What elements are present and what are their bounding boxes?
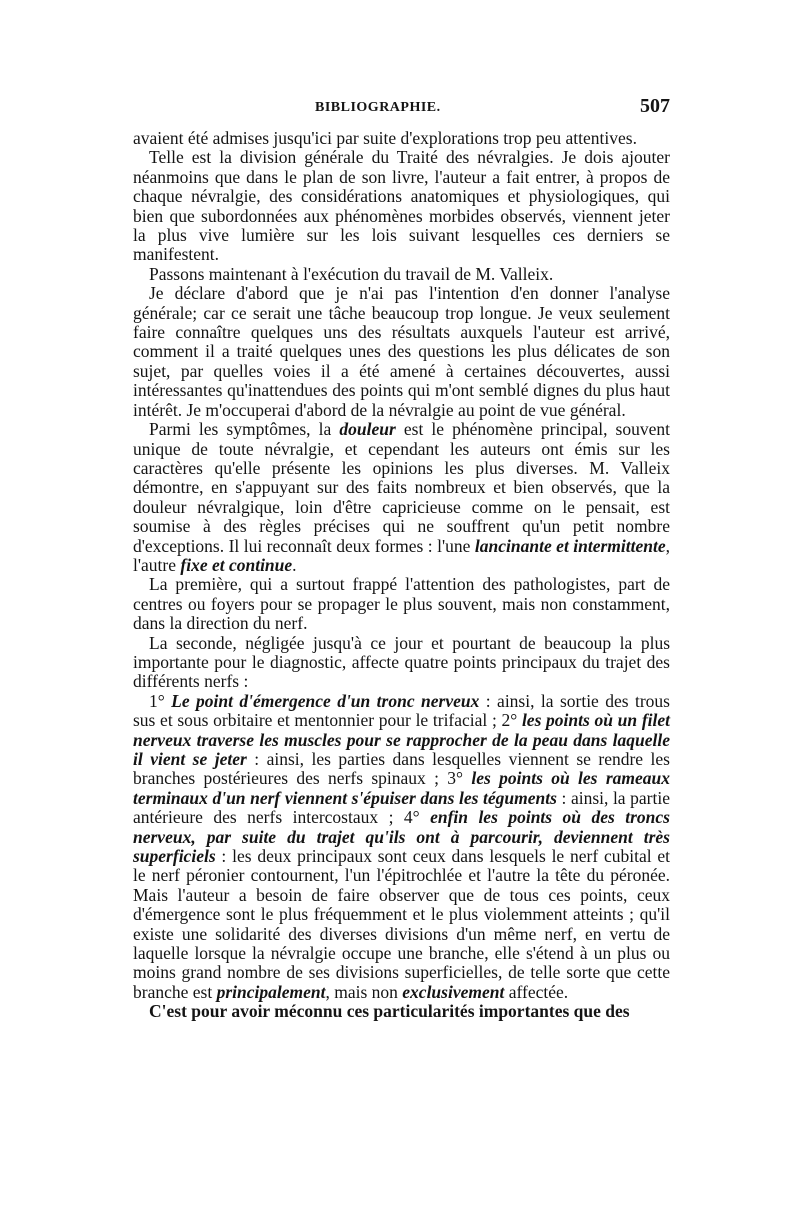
text-run: : ainsi, la sortie des trous sus et sous orbitaire et mentonnier pour le trifacial ; 2°: [133, 690, 670, 731]
italic-run: enfin les points où des troncs nerveux, par suite du trajet qu'ils ont à parcourir, deviennent très superficiels: [133, 807, 670, 867]
text-run: .: [292, 554, 297, 575]
paragraph: [133, 1002, 670, 1021]
paragraph: [133, 692, 670, 1003]
paragraph: [133, 575, 670, 633]
italic-run: lancinante et intermittente: [474, 535, 666, 556]
paragraph: [133, 129, 670, 148]
text-run: affectée.: [504, 981, 569, 1002]
text-run: : ainsi, les parties dans lesquelles viennent se rendre les branches postérieures des nerfs spinaux ; 3°: [133, 749, 670, 789]
paragraph: [133, 265, 670, 284]
italic-run: les points où les rameaux terminaux d'un nerf viennent s'épuiser dans les téguments: [133, 768, 670, 808]
text-run: 1°: [149, 690, 172, 711]
italic-run: douleur: [339, 419, 396, 440]
italic-run: Le point d'émergence d'un tronc nerveux: [171, 690, 480, 711]
text-run: Passons maintenant à l'exécution du travail de M. Valleix.: [149, 263, 554, 284]
paragraph: [133, 634, 670, 692]
text-run: Je déclare d'abord que je n'ai pas l'intention d'en donner l'analyse générale; car ce serait une tâche beaucoup trop longue. Je veux seulement faire connaître quelques uns des résultats auxquels l'auteur est arrivé, comment il a traité quelques unes des questions les plus délicates de son sujet, par quelles voies il a été amené à certaines découvertes, aussi intéressantes qu'inattendues des points qui m'ont semblé dignes du plus haut intérêt. Je m'occuperai d'abord de la névralgie au point de vue général.: [133, 283, 670, 420]
text-run: C'est pour avoir méconnu ces particularités importantes que des: [149, 1001, 630, 1022]
paragraph: [133, 284, 670, 420]
text-run: avaient été admises jusqu'ici par suite d'explorations trop peu attentives.: [133, 128, 637, 148]
paragraph: [133, 148, 670, 264]
page-number: 507: [640, 95, 670, 117]
paragraph: [133, 420, 670, 575]
text-run: La seconde, négligée jusqu'à ce jour et pourtant de beaucoup la plus importante pour le diagnostic, affecte quatre points principaux du trajet des différents nerfs :: [133, 632, 670, 692]
italic-run: fixe et continue: [180, 554, 293, 575]
text-run: , l'autre: [133, 535, 671, 575]
page-header: [137, 95, 670, 122]
text-run: : ainsi, la partie antérieure des nerfs intercostaux ; 4°: [133, 787, 670, 828]
text-run: : les deux principaux sont ceux dans lesquels le nerf cubital et le nerf péronier contournent, l'un l'épitrochlée et l'autre la tête du péronée. Mais l'auteur a besoin de faire observer que de tous ces points, ceux d'émergence sont le plus fréquemment et le plus violemment atteints ; qu'il existe une solidarité des diverses divisions d'un même nerf, en vertu de laquelle lorsque la névralgie occupe une branche, elle s'étend à un plus ou moins grand nombre de ses divisions superficielles, de telle sorte que cette branche est: [133, 846, 670, 1002]
text-run: est le phénomène principal, souvent unique de toute névralgie, et cependant les auteurs ont émis sur les caractères qu'elle présente les opinions les plus diverses. M. Valleix démontre, en s'appuyant sur des faits nombreux et bien observés, que la douleur névralgique, loin d'être capricieuse comme on le pensait, est soumise à des règles précises qui ne souffrent qu'un petit nombre d'exceptions. Il lui reconnaît deux formes : l'une: [133, 419, 670, 556]
text-run: Telle est la division générale du Traité des névralgies. Je dois ajouter néanmoins que dans le plan de son livre, l'auteur a fait entrer, à propos de chaque névralgie, des considérations anatomiques et physiologiques, qui bien que subordonnées aux phénomènes morbides observés, viennent jeter la plus vive lumière sur les lois suivant lesquelles ces derniers se manifestent.: [133, 147, 670, 265]
text-run: , mais non: [325, 981, 403, 1002]
italic-run: principalement: [216, 981, 326, 1002]
italic-run: les points où un filet nerveux traverse les muscles pour se rapprocher de la peau dans laquelle il vient se jeter: [133, 710, 670, 769]
text-run: La première, qui a surtout frappé l'attention des pathologistes, part de centres ou foyers pour se propager le plus souvent, mais non constamment, dans la direction du nerf.: [133, 574, 670, 634]
italic-run: exclusivement: [402, 981, 505, 1002]
running-head: BIBLIOGRAPHIE.: [315, 100, 441, 115]
body-text: [133, 129, 670, 1022]
text-run: Parmi les symptômes, la: [149, 419, 340, 440]
